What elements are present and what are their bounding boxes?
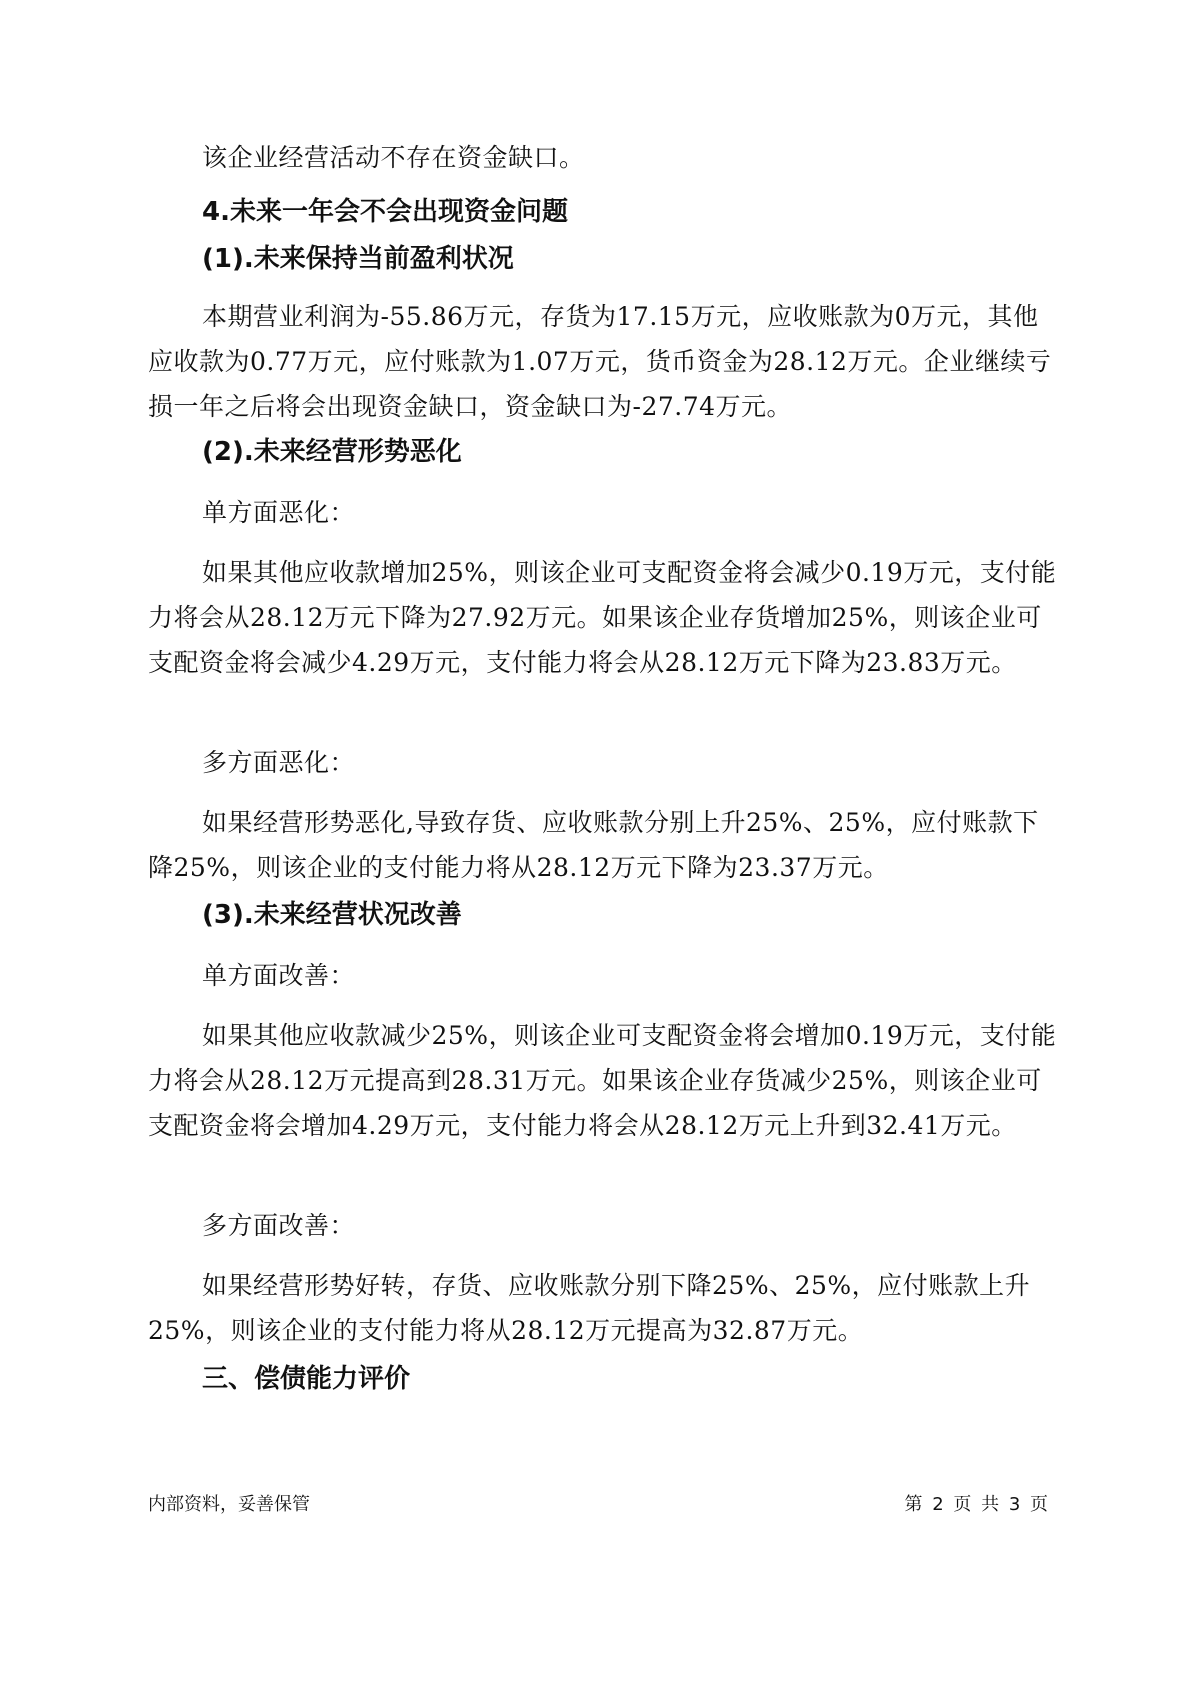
- label-worse-multi: 多方面恶化：: [202, 748, 356, 777]
- heading-4-1: (1).未来保持当前盈利状况: [202, 244, 514, 274]
- heading-4-3: (3).未来经营状况改善: [202, 900, 462, 930]
- paragraph-worse-multi: 如果经营形势恶化,导致存货、应收账款分别上升25%、25%，应付账款下降25%，则该企业的支付能力将从28.12万元下降为23.37万元。: [148, 808, 1039, 882]
- heading-4: 4.未来一年会不会出现资金问题: [202, 197, 568, 227]
- paragraph-better-multi: 如果经营形势好转，存货、应收账款分别下降25%、25%，应付账款上升25%，则该企业的支付能力将从28.12万元提高为32.87万元。: [148, 1271, 1031, 1345]
- paragraph-better-single: 如果其他应收款减少25%，则该企业可支配资金将会增加0.19万元，支付能力将会从28.12万元提高到28.31万元。如果该企业存货减少25%，则该企业可支配资金将会增加4.29万元，支付能力将会从28.12万元上升到32.41万元。: [148, 1021, 1057, 1140]
- heading-4-2: (2).未来经营形势恶化: [202, 437, 462, 467]
- label-better-multi: 多方面改善：: [202, 1211, 356, 1240]
- footer-page-number: 第 2 页 共 3 页: [904, 1494, 1048, 1515]
- page-footer: [148, 1490, 1048, 1520]
- label-better-single: 单方面改善：: [202, 961, 356, 990]
- paragraph-profit: 本期营业利润为-55.86万元，存货为17.15万元，应收账款为0万元，其他应收款为0.77万元，应付账款为1.07万元，货币资金为28.12万元。企业继续亏损一年之后将会出现资金缺口，资金缺口为-27.74万元。: [148, 302, 1052, 421]
- label-worse-single: 单方面恶化：: [202, 498, 356, 527]
- paragraph-worse-single: 如果其他应收款增加25%，则该企业可支配资金将会减少0.19万元，支付能力将会从28.12万元下降为27.92万元。如果该企业存货增加25%，则该企业可支配资金将会减少4.29万元，支付能力将会从28.12万元下降为23.83万元。: [148, 558, 1057, 677]
- footer-confidential-note: 内部资料，妥善保管: [148, 1494, 310, 1515]
- section-3-heading: 三、偿债能力评价: [202, 1364, 411, 1394]
- paragraph-gap: 该企业经营活动不存在资金缺口。: [202, 143, 585, 172]
